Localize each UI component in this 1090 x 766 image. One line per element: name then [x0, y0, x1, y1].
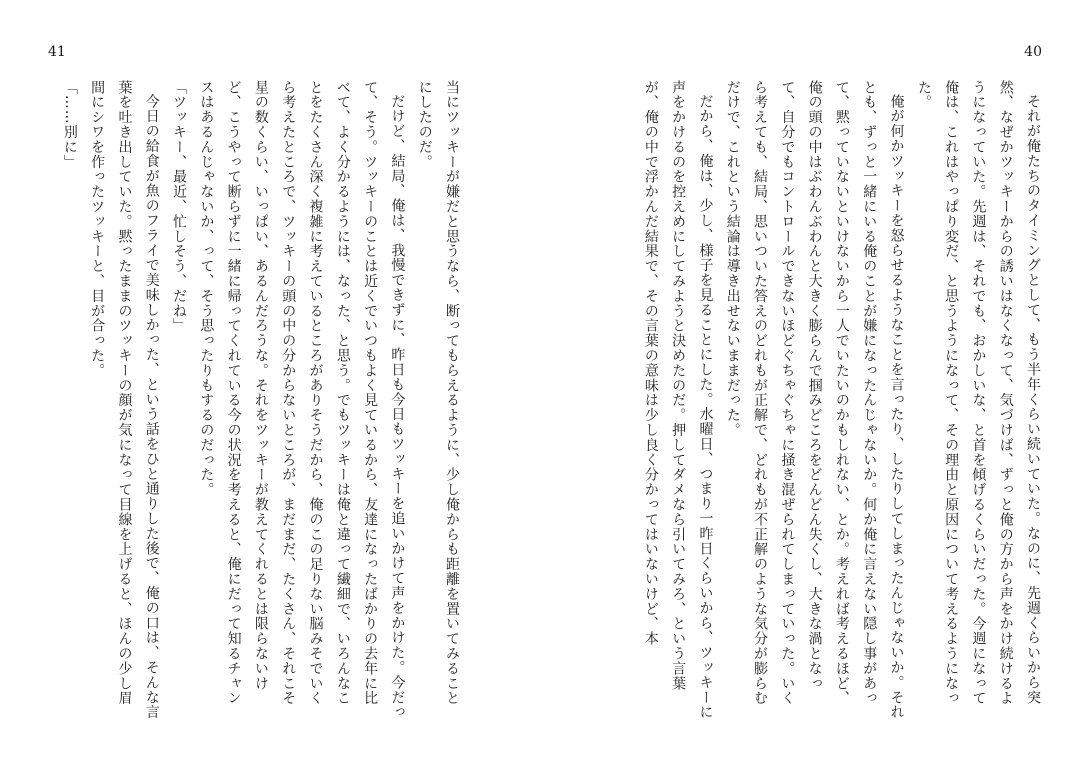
left-paragraph-3: 今日の給食が魚のフライで美味しかった、という話をひと通りした後で、俺の口は、そんな言葉を吐き出していた。黙ったままのツッキーの顔が気になって目線を上げると、ほんの少し眉間にシワを作ったツッキーと、目が合った。 — [89, 80, 160, 720]
left-dialogue-2: 「……別に」 — [61, 80, 78, 170]
left-page-body — [60, 80, 465, 720]
right-paragraph-1: それが俺たちのタイミングとして、もう半年くらい続いていた。なのに、先週くらいから突然、なぜかツッキーからの誘いはなくなって、気づけば、ずっと俺の方から声をかけ続けるようになっていた。先週は、それでも、おかしいな、と首を傾げるくらいだった。今週になって俺は、これはやっぱり変だ、と思うようになって、その理由と原因について考えるようになった。 — [915, 80, 1041, 706]
left-paragraph-1: 当にツッキーが嫌だと思うなら、断ってもらえるように、少し俺からも距離を置いてみることにしたのだ。 — [416, 80, 460, 706]
right-paragraph-3: だから、俺は、少し、様子を見ることにした。水曜日、つまり一昨日くらいから、ツッキーに声をかけるのを控えめにしてみようと決めたのだ。押してダメなら引いてみろ、という言葉が、俺の中で浮かんだ結果で、その言葉の意味は少し良く分かってはいないけど、本 — [642, 80, 714, 720]
right-page-body — [546, 80, 1046, 720]
page-number-left: 41 — [48, 44, 66, 60]
page-number-right: 40 — [1024, 44, 1042, 60]
right-paragraph-2: 俺が何かツッキーを怒らせるようなことを言ったり、したりしてしまったんじゃないか。それとも、ずっと一緒にいる俺のことが嫌になったんじゃないか。何か俺に言えない隠し事があって、黙っていないといけないから一人でいたいのかもしれない、とか。考えれば考えるほど、俺の頭の中はぶわんぶわんと大きく膨らんで掴みどころをどんどん失くし、大きな渦となって、自分でもコントロールできないほどぐちゃぐちゃに掻き混ぜられてしまっていった。いくら考えても、結局、思いついた答えのどれもが正解で、どれもが不正解のような気分が膨らむだけで、これという結論は導き出せないままだった。 — [724, 80, 905, 720]
left-dialogue-1: 「ツッキー、最近、忙しそう、だね」 — [171, 80, 188, 334]
left-paragraph-2: だけど、結局、俺は、我慢できずに、昨日も今日もツッキーを追いかけて声をかけた。今だって、そう。ツッキーのことは近くでいつもよく見ているから、友達になったばかりの去年に比べて、よく分かるようには、なった、と思う。でもツッキーは俺と違って繊細で、いろんなことをたくさん深く複雑に考えているところがありそうだから、俺のこの足りない脳みそでいくら考えたところで、ツッキーの頭の中の分からないところが、まだまだ、たくさん、それこそ星の数くらい、いっぱい、あるんだろうな。それをツッキーが教えてくれるとは限らないけど、こうやって断らずに一緒に帰ってくれている今の状況を考えると、俺にだって知るチャンスはあるんじゃないか、って、そう思ったりもするのだった。 — [198, 80, 406, 720]
